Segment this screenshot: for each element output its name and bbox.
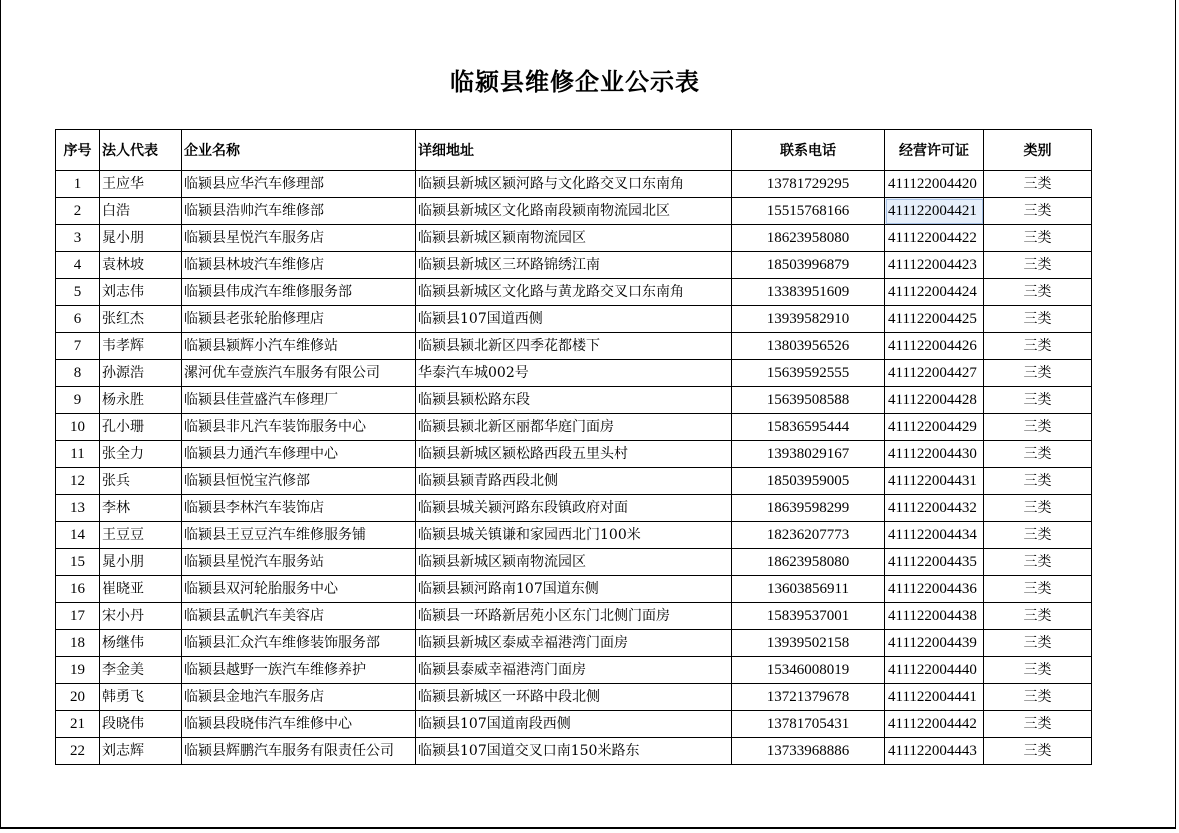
- cell-license[interactable]: 411122004432: [885, 495, 984, 522]
- cell-category[interactable]: 三类: [984, 576, 1092, 603]
- cell-phone[interactable]: 13721379678: [732, 684, 885, 711]
- cell-address[interactable]: 临颍县新城区颍河路与文化路交叉口东南角: [416, 171, 732, 198]
- cell-phone[interactable]: 18623958080: [732, 225, 885, 252]
- cell-phone[interactable]: 15836595444: [732, 414, 885, 441]
- cell-category[interactable]: 三类: [984, 306, 1092, 333]
- table-row: [56, 198, 1092, 225]
- cell-seq[interactable]: 12: [56, 468, 100, 495]
- cell-company[interactable]: 临颍县力通汽车修理中心: [182, 441, 416, 468]
- cell-phone[interactable]: 13603856911: [732, 576, 885, 603]
- cell-license[interactable]: 411122004423: [885, 252, 984, 279]
- cell-rep[interactable]: 张全力: [100, 441, 182, 468]
- cell-address[interactable]: 临颍县一环路新居苑小区东门北侧门面房: [416, 603, 732, 630]
- cell-seq[interactable]: 14: [56, 522, 100, 549]
- cell-company[interactable]: 临颍县金地汽车服务店: [182, 684, 416, 711]
- cell-seq[interactable]: 21: [56, 711, 100, 738]
- cell-seq[interactable]: 9: [56, 387, 100, 414]
- cell-license[interactable]: 411122004422: [885, 225, 984, 252]
- cell-license[interactable]: 411122004428: [885, 387, 984, 414]
- cell-phone[interactable]: 13383951609: [732, 279, 885, 306]
- cell-category[interactable]: 三类: [984, 738, 1092, 765]
- cell-address[interactable]: 临颍县新城区颍松路西段五里头村: [416, 441, 732, 468]
- cell-address[interactable]: 临颍县新城区文化路与黄龙路交叉口东南角: [416, 279, 732, 306]
- cell-license[interactable]: 411122004434: [885, 522, 984, 549]
- cell-company[interactable]: 临颍县非凡汽车装饰服务中心: [182, 414, 416, 441]
- cell-license[interactable]: 411122004438: [885, 603, 984, 630]
- cell-license[interactable]: 411122004436: [885, 576, 984, 603]
- header-category[interactable]: 类别: [984, 130, 1092, 171]
- cell-rep[interactable]: 李金美: [100, 657, 182, 684]
- cell-license[interactable]: 411122004420: [885, 171, 984, 198]
- cell-license[interactable]: 411122004435: [885, 549, 984, 576]
- table-row: [56, 495, 1092, 522]
- cell-address[interactable]: 临颍县新城区文化路南段颍南物流园北区: [416, 198, 732, 225]
- cell-category[interactable]: 三类: [984, 603, 1092, 630]
- cell-company[interactable]: 临颍县应华汽车修理部: [182, 171, 416, 198]
- cell-rep[interactable]: 晁小朋: [100, 225, 182, 252]
- cell-phone[interactable]: 18503996879: [732, 252, 885, 279]
- cell-license[interactable]: 411122004442: [885, 711, 984, 738]
- cell-phone[interactable]: 13939582910: [732, 306, 885, 333]
- cell-rep[interactable]: 张红杰: [100, 306, 182, 333]
- cell-company[interactable]: 临颍县汇众汽车维修装饰服务部: [182, 630, 416, 657]
- cell-category[interactable]: 三类: [984, 198, 1092, 225]
- cell-address[interactable]: 临颍县新城区泰威幸福港湾门面房: [416, 630, 732, 657]
- cell-license[interactable]: 411122004439: [885, 630, 984, 657]
- cell-rep[interactable]: 杨继伟: [100, 630, 182, 657]
- cell-company[interactable]: 临颍县星悦汽车服务店: [182, 225, 416, 252]
- cell-license[interactable]: 411122004421: [885, 198, 984, 225]
- cell-rep[interactable]: 刘志伟: [100, 279, 182, 306]
- cell-license[interactable]: 411122004426: [885, 333, 984, 360]
- cell-phone[interactable]: 13938029167: [732, 441, 885, 468]
- cell-category[interactable]: 三类: [984, 549, 1092, 576]
- cell-category[interactable]: 三类: [984, 387, 1092, 414]
- cell-license[interactable]: 411122004430: [885, 441, 984, 468]
- cell-category[interactable]: 三类: [984, 252, 1092, 279]
- cell-seq[interactable]: 20: [56, 684, 100, 711]
- cell-phone[interactable]: 13803956526: [732, 333, 885, 360]
- cell-rep[interactable]: 崔晓亚: [100, 576, 182, 603]
- cell-phone[interactable]: 18639598299: [732, 495, 885, 522]
- cell-company[interactable]: 临颍县越野一族汽车维修养护: [182, 657, 416, 684]
- cell-company[interactable]: 临颍县伟成汽车维修服务部: [182, 279, 416, 306]
- table-row: [56, 657, 1092, 684]
- cell-category[interactable]: 三类: [984, 468, 1092, 495]
- cell-rep[interactable]: 王豆豆: [100, 522, 182, 549]
- cell-company[interactable]: 临颍县星悦汽车服务站: [182, 549, 416, 576]
- cell-address[interactable]: 临颍县泰威幸福港湾门面房: [416, 657, 732, 684]
- table-row: [56, 522, 1092, 549]
- header-company[interactable]: 企业名称: [182, 130, 416, 171]
- table-row: [56, 333, 1092, 360]
- cell-phone[interactable]: 18503959005: [732, 468, 885, 495]
- cell-seq[interactable]: 4: [56, 252, 100, 279]
- cell-seq[interactable]: 22: [56, 738, 100, 765]
- header-rep[interactable]: 法人代表: [100, 130, 182, 171]
- cell-rep[interactable]: 段晓伟: [100, 711, 182, 738]
- cell-seq[interactable]: 5: [56, 279, 100, 306]
- table-row: [56, 468, 1092, 495]
- cell-address[interactable]: 临颍县颍松路东段: [416, 387, 732, 414]
- cell-company[interactable]: 临颍县双河轮胎服务中心: [182, 576, 416, 603]
- header-address[interactable]: 详细地址: [416, 130, 732, 171]
- cell-address[interactable]: 临颍县城关颍河路东段镇政府对面: [416, 495, 732, 522]
- cell-company[interactable]: 临颍县孟帆汽车美容店: [182, 603, 416, 630]
- table-row: [56, 306, 1092, 333]
- header-seq[interactable]: 序号: [56, 130, 100, 171]
- cell-rep[interactable]: 韦孝辉: [100, 333, 182, 360]
- cell-seq[interactable]: 11: [56, 441, 100, 468]
- cell-rep[interactable]: 王应华: [100, 171, 182, 198]
- cell-company[interactable]: 临颍县佳萱盛汽车修理厂: [182, 387, 416, 414]
- cell-address[interactable]: 临颍县107国道交叉口南150米路东: [416, 738, 732, 765]
- cell-category[interactable]: 三类: [984, 522, 1092, 549]
- cell-phone[interactable]: 18623958080: [732, 549, 885, 576]
- cell-rep[interactable]: 袁林坡: [100, 252, 182, 279]
- page-title: 临颍县维修企业公示表: [450, 68, 700, 96]
- cell-category[interactable]: 三类: [984, 441, 1092, 468]
- cell-phone[interactable]: 13733968886: [732, 738, 885, 765]
- cell-address[interactable]: 临颍县城关镇谦和家园西北门100米: [416, 522, 732, 549]
- cell-rep[interactable]: 杨永胜: [100, 387, 182, 414]
- table-row: [56, 738, 1092, 765]
- cell-phone[interactable]: 15839537001: [732, 603, 885, 630]
- cell-address[interactable]: 临颍县107国道西侧: [416, 306, 732, 333]
- cell-seq[interactable]: 15: [56, 549, 100, 576]
- cell-license[interactable]: 411122004443: [885, 738, 984, 765]
- cell-category[interactable]: 三类: [984, 414, 1092, 441]
- cell-category[interactable]: 三类: [984, 684, 1092, 711]
- cell-phone[interactable]: 15346008019: [732, 657, 885, 684]
- cell-seq[interactable]: 10: [56, 414, 100, 441]
- cell-category[interactable]: 三类: [984, 225, 1092, 252]
- cell-license[interactable]: 411122004424: [885, 279, 984, 306]
- cell-address[interactable]: 临颍县107国道南段西侧: [416, 711, 732, 738]
- cell-license[interactable]: 411122004431: [885, 468, 984, 495]
- cell-company[interactable]: 临颍县恒悦宝汽修部: [182, 468, 416, 495]
- table-row: [56, 711, 1092, 738]
- cell-rep[interactable]: 晁小朋: [100, 549, 182, 576]
- cell-rep[interactable]: 孙源浩: [100, 360, 182, 387]
- cell-company[interactable]: 临颍县林坡汽车维修店: [182, 252, 416, 279]
- cell-phone[interactable]: 13781705431: [732, 711, 885, 738]
- cell-seq[interactable]: 18: [56, 630, 100, 657]
- cell-rep[interactable]: 韩勇飞: [100, 684, 182, 711]
- cell-address[interactable]: 临颍县新城区颍南物流园区: [416, 549, 732, 576]
- cell-address[interactable]: 华泰汽车城002号: [416, 360, 732, 387]
- cell-address[interactable]: 临颍县颍河路南107国道东侧: [416, 576, 732, 603]
- table-row: [56, 171, 1092, 198]
- cell-seq[interactable]: 7: [56, 333, 100, 360]
- cell-seq[interactable]: 19: [56, 657, 100, 684]
- cell-category[interactable]: 三类: [984, 657, 1092, 684]
- cell-seq[interactable]: 16: [56, 576, 100, 603]
- cell-address[interactable]: 临颍县新城区颍南物流园区: [416, 225, 732, 252]
- cell-company[interactable]: 临颍县老张轮胎修理店: [182, 306, 416, 333]
- cell-license[interactable]: 411122004429: [885, 414, 984, 441]
- cell-seq[interactable]: 13: [56, 495, 100, 522]
- cell-license[interactable]: 411122004427: [885, 360, 984, 387]
- cell-address[interactable]: 临颍县新城区三环路锦绣江南: [416, 252, 732, 279]
- cell-license[interactable]: 411122004440: [885, 657, 984, 684]
- table-row: [56, 225, 1092, 252]
- cell-rep[interactable]: 李林: [100, 495, 182, 522]
- cell-rep[interactable]: 白浩: [100, 198, 182, 225]
- table-body: [56, 171, 1092, 765]
- header-phone[interactable]: 联系电话: [732, 130, 885, 171]
- cell-category[interactable]: 三类: [984, 171, 1092, 198]
- cell-seq[interactable]: 1: [56, 171, 100, 198]
- table-row: [56, 630, 1092, 657]
- cell-company[interactable]: 临颍县辉鹏汽车服务有限责任公司: [182, 738, 416, 765]
- cell-company[interactable]: 临颍县王豆豆汽车维修服务铺: [182, 522, 416, 549]
- enterprise-table: [55, 129, 1092, 765]
- cell-license[interactable]: 411122004441: [885, 684, 984, 711]
- cell-license[interactable]: 411122004425: [885, 306, 984, 333]
- cell-rep[interactable]: 张兵: [100, 468, 182, 495]
- cell-seq[interactable]: 2: [56, 198, 100, 225]
- table-row: [56, 360, 1092, 387]
- cell-seq[interactable]: 6: [56, 306, 100, 333]
- cell-phone[interactable]: 13939502158: [732, 630, 885, 657]
- cell-address[interactable]: 临颍县新城区一环路中段北侧: [416, 684, 732, 711]
- cell-company[interactable]: 临颍县段晓伟汽车维修中心: [182, 711, 416, 738]
- cell-seq[interactable]: 3: [56, 225, 100, 252]
- cell-category[interactable]: 三类: [984, 360, 1092, 387]
- cell-phone[interactable]: 13781729295: [732, 171, 885, 198]
- cell-phone[interactable]: 15515768166: [732, 198, 885, 225]
- table-row: [56, 279, 1092, 306]
- cell-address[interactable]: 临颍县颍青路西段北侧: [416, 468, 732, 495]
- cell-category[interactable]: 三类: [984, 711, 1092, 738]
- cell-category[interactable]: 三类: [984, 279, 1092, 306]
- cell-category[interactable]: 三类: [984, 630, 1092, 657]
- cell-company[interactable]: 临颍县李林汽车装饰店: [182, 495, 416, 522]
- cell-address[interactable]: 临颍县颍北新区丽都华庭门面房: [416, 414, 732, 441]
- cell-seq[interactable]: 8: [56, 360, 100, 387]
- cell-phone[interactable]: 18236207773: [732, 522, 885, 549]
- table-row: [56, 603, 1092, 630]
- cell-rep[interactable]: 孔小珊: [100, 414, 182, 441]
- cell-phone[interactable]: 15639592555: [732, 360, 885, 387]
- table-row: [56, 414, 1092, 441]
- cell-rep[interactable]: 刘志辉: [100, 738, 182, 765]
- cell-company[interactable]: 漯河优车壹族汽车服务有限公司: [182, 360, 416, 387]
- header-row: [56, 130, 1092, 171]
- cell-category[interactable]: 三类: [984, 495, 1092, 522]
- cell-category[interactable]: 三类: [984, 333, 1092, 360]
- cell-seq[interactable]: 17: [56, 603, 100, 630]
- header-license[interactable]: 经营许可证: [885, 130, 984, 171]
- cell-company[interactable]: 临颍县颍辉小汽车维修站: [182, 333, 416, 360]
- table-row: [56, 252, 1092, 279]
- cell-rep[interactable]: 宋小丹: [100, 603, 182, 630]
- cell-address[interactable]: 临颍县颍北新区四季花都楼下: [416, 333, 732, 360]
- table-row: [56, 387, 1092, 414]
- table-row: [56, 549, 1092, 576]
- cell-company[interactable]: 临颍县浩帅汽车维修部: [182, 198, 416, 225]
- cell-phone[interactable]: 15639508588: [732, 387, 885, 414]
- table-row: [56, 684, 1092, 711]
- table-row: [56, 576, 1092, 603]
- table-row: [56, 441, 1092, 468]
